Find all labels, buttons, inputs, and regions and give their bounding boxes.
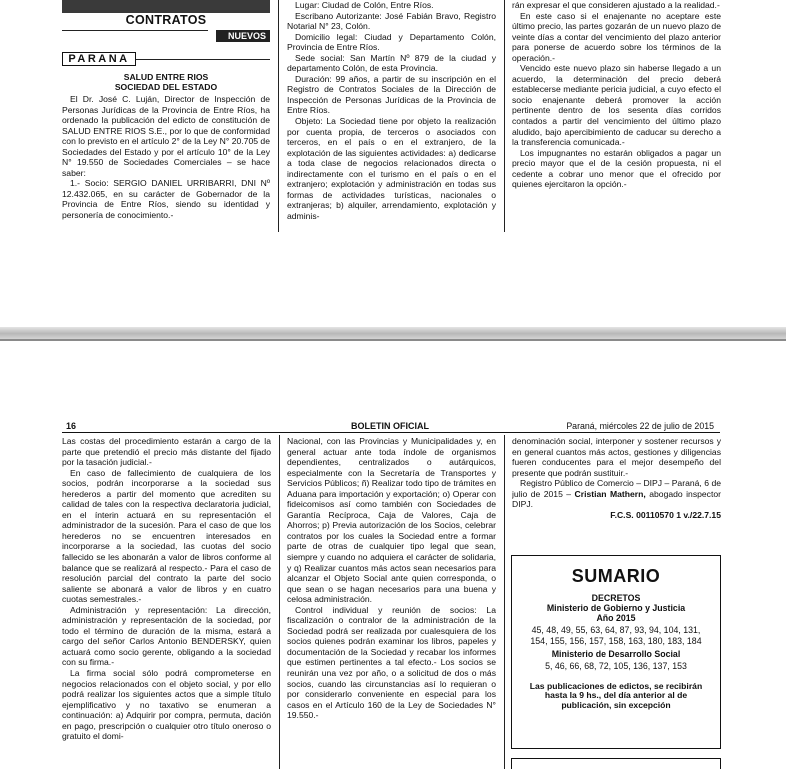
page-gap <box>0 232 786 340</box>
column-rule <box>279 435 280 769</box>
section-title: CONTRATOS <box>125 13 207 27</box>
publication-title: BOLETIN OFICIAL <box>351 421 429 431</box>
top-column-1 <box>62 94 270 232</box>
previous-page-fragment <box>0 0 786 232</box>
sumario-ministry: Ministerio de Gobierno y Justicia <box>546 603 686 613</box>
section-header-bar <box>62 0 270 13</box>
fcs-reference: F.C.S. 00110570 1 v./22.7.15 <box>610 509 721 520</box>
divider <box>62 30 208 31</box>
sumario-decretos: DECRETOS <box>591 593 641 603</box>
nuevos-tag: NUEVOS <box>216 30 270 42</box>
sumario-year: Año 2015 <box>596 613 636 623</box>
top-column-2 <box>287 0 496 232</box>
paragraph <box>512 478 721 510</box>
city-label: PARANA <box>62 52 136 66</box>
next-box <box>511 758 721 769</box>
paragraph: Duración: 99 años, a partir de su inscripción en el Registro de Contratos Sociales de la Dirección de Inspección de Personas Jurídicas de la Provincia de Entre Ríos. <box>287 73 496 116</box>
paragraph: Control individual y reunión de socios: La fiscalización o contralor de la administración de la Sociedad podrá ser realizada por cualesquiera de los socios quienes podrán examinar los libros, papeles y documentación de la Sociedad y recabar los informes que estimen pertinentes a tal efecto.- Los socios se reunirán una vez por año, o a solicitud de dos o más socios, cuando las circunstancias así lo requieran o por considerarlo conveniente en especial para los casos en el Artículo 160 de la Ley de Sociedades N° 19.550.- <box>287 604 496 721</box>
paragraph: Domicilio legal: Ciudad y Departamento Colón, Provincia de Entre Ríos. <box>287 31 496 53</box>
sumario-decree-numbers: 45, 48, 49, 55, 63, 64, 87, 93, 94, 104, 131, 154, 155, 156, 157, 158, 163, 180, 183, 184 <box>530 625 702 646</box>
page-number: 16 <box>66 421 77 431</box>
column-rule <box>504 0 505 232</box>
sumario-ministry: Ministerio de Desarrollo Social <box>551 649 681 659</box>
paragraph: El Dr. José C. Luján, Director de Inspección de Personas Jurídicas de la Provincia de Entre Ríos, ha ordenado la publicación del edicto de constitución de SALUD ENTRE RIOS S.E., por lo que de conformidad con lo previsto en el artículo 2° de la Ley N° 20.705 de Sociedades del Estado y por el artículo 10° de la Ley N° 19.550 de Sociedades Comerciales – se hace saber: <box>62 94 270 178</box>
paragraph: La firma social sólo podrá comprometerse en negocios relacionados con el objeto social, y por ello podrá realizar los siguientes actos que a simple título ejemplificativo y no taxativo se enumeran a continuación: a) Adquirir por compra, permuta, dación en pago, prescripción o cualquier otro título oneroso o gratuito el domi- <box>62 668 271 742</box>
paragraph: En este caso si el enajenante no aceptare este último precio, las partes gozarán de un nuevo plazo de veinte días a contar del vencimiento del plazo anterior para ponerse de acuerdo sobre los términos de la operación.- <box>512 10 721 63</box>
registry-text: Registro Público de Comercio – DIPJ – Paraná, 6 de julio de 2015 – <box>512 478 721 499</box>
bottom-column-2 <box>287 436 496 769</box>
paragraph: rán expresar el que consideren ajustado a la realidad.- <box>512 0 720 10</box>
paragraph: Sede social: San Martín Nº 879 de la ciudad y departamento Colón, de esta Provincia. <box>287 52 496 74</box>
column-rule <box>504 435 505 769</box>
column-rule <box>278 0 279 232</box>
paragraph: Lugar: Ciudad de Colón, Entre Ríos. <box>295 0 434 10</box>
sumario-decree-numbers: 5, 46, 66, 68, 72, 105, 136, 137, 153 <box>545 661 687 671</box>
bottom-column-1 <box>62 436 271 769</box>
paragraph: Las costas del procedimiento estarán a cargo de la parte que pretendió el precio más distante del fijado por la tasación judicial.- <box>62 436 271 468</box>
paragraph: Vencido este nuevo plazo sin haberse llegado a un acuerdo, la determinación del precio deberá establecerse mediante pericia judicial, a cuyo efecto el socio enajenante deberá promover la acción pertinente dentro de los sesenta días corridos contados a partir del vencimiento del último plazo aludido, bajo apercibimiento de caducar su derecho a la transferencia comunicada.- <box>512 63 721 148</box>
paragraph: 1.- Socio: SERGIO DANIEL URRIBARRI, DNI Nº 12.432.065, en su carácter de Gobernador de la Provincia de Entre Ríos, siendo su identidad y personería de conocimiento.- <box>62 178 270 221</box>
paragraph: Objeto: La Sociedad tiene por objeto la realización por cuenta propia, de terceros o asociados con terceros, en el país o en el extranjero, de la explotación de las siguientes actividades: a) dedicarse a toda clase de negocios relacionados directa o indirectamente con el turismo en el país o en el extranjero; explotación y administración en todas sus formas de actividades turísticas, nacionales o extranjeras; b) alquiler, arrendamiento, explotación y adminis- <box>287 116 496 221</box>
paragraph: Escribano Autorizante: José Fabián Bravo, Registro Notarial N° 23, Colón. <box>287 10 496 32</box>
entity-title-line: SALUD ENTRE RIOS <box>123 72 209 82</box>
entity-title <box>62 72 270 92</box>
paragraph: Nacional, con las Provincias y Municipalidades y, en general actuar ante toda índole de organismos dependientes, centralizados o autárquicos, especialmente con la Secretaría de Transportes y Servicios Públicos; ñ) Realizar todo tipo de trámites en Aduana para importación y exportación; o) Operar con fideicomisos así como también con Sociedades de Garantía Recíproca, Caja de Valores, Caja de Ahorros; p) Previa autorización de los Socios, celebrar contratos por los cuales la Sociedad entre a formar parte de otras de cualquier tipo legal que sean, siempre y cuando no adquiera el carácter de solidaria, y q) Realizar cuantos más actos sean necesarios para alcanzar el Objeto Social ante quien corresponda, o que sean o se hagan necesarios para una buena y celosa administración. <box>287 436 496 605</box>
bottom-column-3 <box>512 436 721 546</box>
signer-name: Cristian Mathern, <box>574 488 646 499</box>
top-column-3 <box>512 0 721 232</box>
paragraph: Los impugnantes no estarán obligados a pagar un precio mayor que el de la cesión propuesta, ni el cedente a cobrar uno menor que el ofrecido por quienes ejercitaron la opción.- <box>512 147 721 190</box>
paragraph: En caso de fallecimiento de cualquiera de los socios, podrán incorporarse a la sociedad sus herederos a partir del momento que acrediten su calidad de tales con la respectiva declaratoria judicial, en el ínterin actuará en su representación el administrador de la sucesión. Para el caso de que los herederos no se encuentren interesados en incorporarse a la sociedad, las cuotas del socio fallecido se les abonarán a valor de libros conforme al balance que se realizará al respecto.- Para el caso de resolución parcial del contrato la parte del socio saliente se abonará a valor de libros y en cuatro cuotas semestrales.- <box>62 467 271 605</box>
divider <box>136 59 270 60</box>
sumario-note: Las publicaciones de edictos, se recibirán hasta la 9 hs., del día anterior al de publicación, sin excepción <box>529 680 703 711</box>
signer-title: abogado inspector DIPJ. <box>512 488 721 510</box>
publication-date: Paraná, miércoles 22 de julio de 2015 <box>566 421 714 431</box>
paragraph: Administración y representación: La dirección, administración y representación de la sociedad, por todo el término de duración de la misma, estará a cargo del señor Carlos Antonio BENDERSKY, quien actuará como socio gerente, obligando a la sociedad con su firma.- <box>62 604 271 668</box>
sumario-title: SUMARIO <box>571 566 661 586</box>
page-16 <box>0 340 786 769</box>
header-rule <box>62 432 720 433</box>
paragraph: denominación social, interponer y sostener recursos y en general cuantos más actos, gestiones y diligencias fueren conducentes para el mejor desempeño del presente que podrán sustituir.- <box>512 436 721 478</box>
entity-title-line: SOCIEDAD DEL ESTADO <box>114 82 218 92</box>
sumario-box <box>511 555 721 749</box>
